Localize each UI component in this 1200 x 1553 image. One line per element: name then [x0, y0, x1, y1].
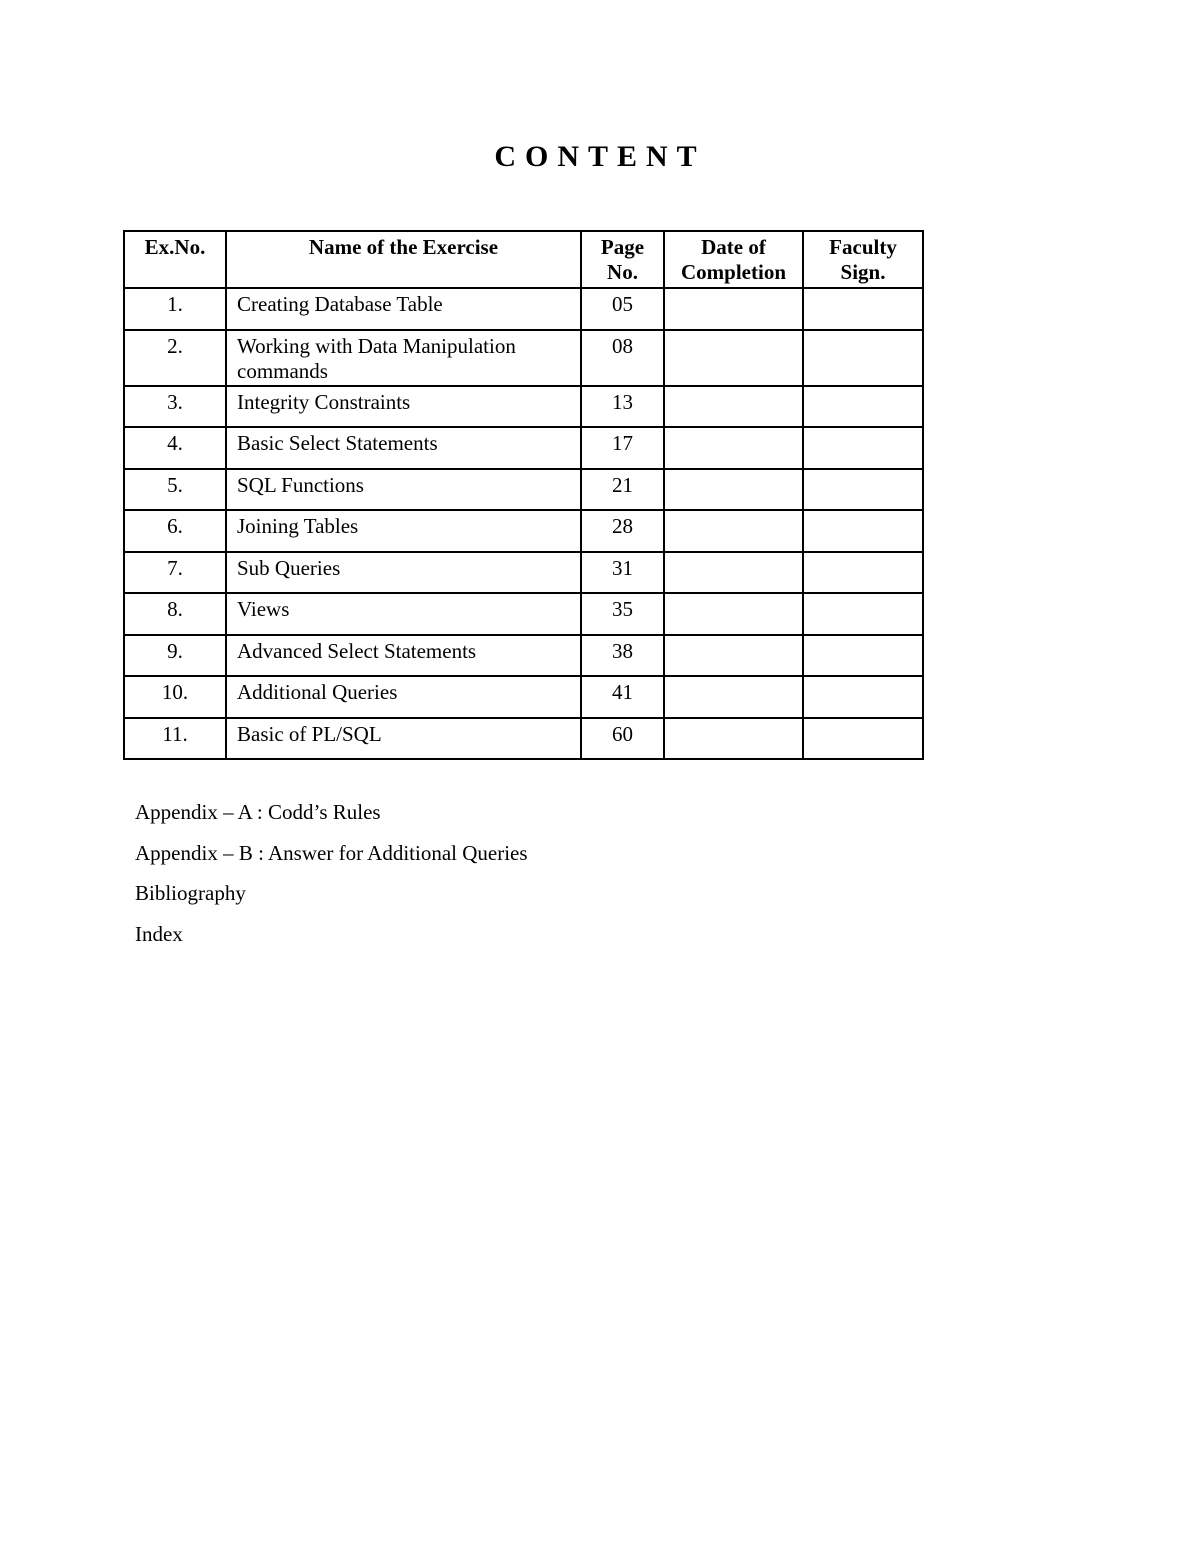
header-faculty-line1: Faculty — [829, 235, 897, 259]
sign-cell — [803, 427, 923, 469]
sign-cell — [803, 510, 923, 552]
exercise-name-cell: Integrity Constraints — [226, 386, 581, 428]
date-cell — [664, 469, 803, 511]
appendix-b-item: Appendix – B : Answer for Additional Queries — [135, 840, 528, 865]
ex-no-cell: 1. — [124, 288, 226, 330]
appendix-a-item: Appendix – A : Codd’s Rules — [135, 800, 381, 824]
ex-no-cell: 6. — [124, 510, 226, 552]
page-no-cell: 17 — [581, 427, 664, 469]
header-exercise-name: Name of the Exercise — [226, 231, 581, 288]
contents-table — [123, 230, 924, 760]
table-row — [124, 288, 923, 330]
table-row — [124, 510, 923, 552]
exercise-name-cell: Basic Select Statements — [226, 427, 581, 469]
header-faculty-line2: Sign. — [840, 260, 886, 284]
sign-cell — [803, 330, 923, 386]
ex-no-cell: 3. — [124, 386, 226, 428]
sign-cell — [803, 635, 923, 677]
table-row — [124, 552, 923, 594]
index-item: Index — [135, 921, 183, 946]
date-cell — [664, 593, 803, 635]
sign-cell — [803, 288, 923, 330]
page-no-cell: 21 — [581, 469, 664, 511]
header-date-line1: Date of — [701, 235, 766, 259]
date-cell — [664, 288, 803, 330]
header-page-no — [581, 231, 664, 288]
table-row — [124, 469, 923, 511]
header-date-of-completion — [664, 231, 803, 288]
ex-no-cell: 4. — [124, 427, 226, 469]
exercise-name-line2: commands — [237, 358, 328, 383]
date-cell — [664, 676, 803, 718]
table-row — [124, 676, 923, 718]
exercise-name-cell: Joining Tables — [226, 510, 581, 552]
ex-no-cell: 5. — [124, 469, 226, 511]
sign-cell — [803, 676, 923, 718]
table-row — [124, 593, 923, 635]
exercise-name-cell — [226, 330, 581, 386]
ex-no-cell: 7. — [124, 552, 226, 594]
header-date-line2: Completion — [681, 260, 786, 284]
page-no-cell: 08 — [581, 330, 664, 386]
header-page-no-line1: Page — [600, 235, 645, 259]
table-row — [124, 330, 923, 386]
table-row — [124, 386, 923, 428]
header-page-no-line2: No. — [607, 260, 638, 284]
exercise-name-cell: Views — [226, 593, 581, 635]
page-no-cell: 31 — [581, 552, 664, 594]
date-cell — [664, 330, 803, 386]
table-row — [124, 718, 923, 760]
sign-cell — [803, 718, 923, 760]
header-faculty-sign — [803, 231, 923, 288]
table-header-row — [124, 231, 923, 288]
exercise-name-cell: Advanced Select Statements — [226, 635, 581, 677]
date-cell — [664, 386, 803, 428]
date-cell — [664, 635, 803, 677]
exercise-name-cell: Creating Database Table — [226, 288, 581, 330]
page-no-cell: 60 — [581, 718, 664, 760]
sign-cell — [803, 386, 923, 428]
page-no-cell: 05 — [581, 288, 664, 330]
page-title: CONTENT — [494, 140, 706, 173]
ex-no-cell: 2. — [124, 330, 226, 386]
date-cell — [664, 552, 803, 594]
date-cell — [664, 510, 803, 552]
sign-cell — [803, 469, 923, 511]
bibliography-item: Bibliography — [135, 881, 246, 905]
ex-no-cell: 11. — [124, 718, 226, 760]
sign-cell — [803, 552, 923, 594]
ex-no-cell: 9. — [124, 635, 226, 677]
page-no-cell: 35 — [581, 593, 664, 635]
exercise-name-cell: SQL Functions — [226, 469, 581, 511]
date-cell — [664, 427, 803, 469]
page-no-cell: 41 — [581, 676, 664, 718]
exercise-name-cell: Basic of PL/SQL — [226, 718, 581, 760]
sign-cell — [803, 593, 923, 635]
page-no-cell: 13 — [581, 386, 664, 428]
date-cell — [664, 718, 803, 760]
table-row — [124, 635, 923, 677]
ex-no-cell: 10. — [124, 676, 226, 718]
header-ex-no: Ex.No. — [124, 231, 226, 288]
exercise-name-cell: Sub Queries — [226, 552, 581, 594]
ex-no-cell: 8. — [124, 593, 226, 635]
table-row — [124, 427, 923, 469]
appendix-list — [135, 800, 528, 962]
page-no-cell: 28 — [581, 510, 664, 552]
exercise-name-cell: Additional Queries — [226, 676, 581, 718]
exercise-name-line1: Working with Data Manipulation — [237, 333, 516, 358]
page-no-cell: 38 — [581, 635, 664, 677]
